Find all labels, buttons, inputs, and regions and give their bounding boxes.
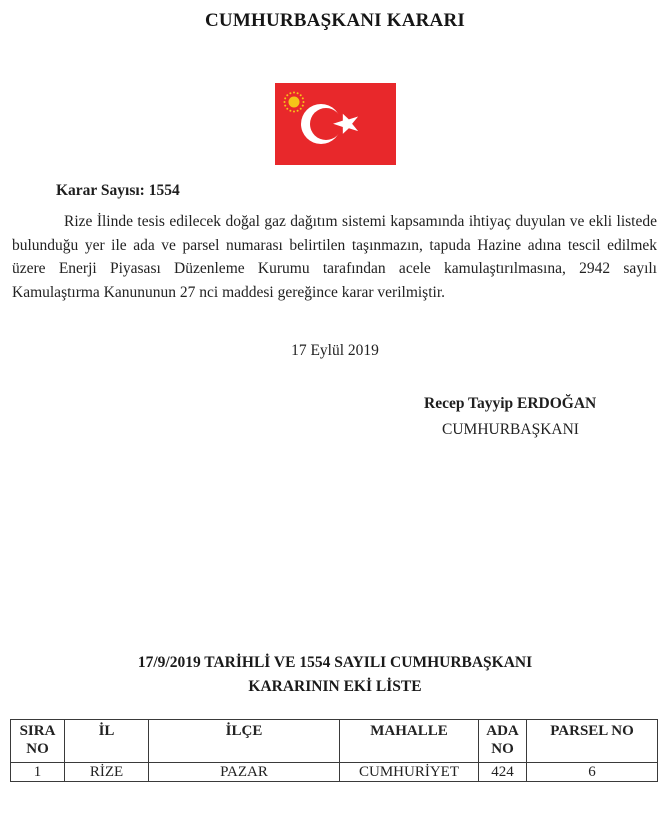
cell-sira-no: 1 [11, 763, 65, 782]
cell-parsel-no: 6 [527, 763, 658, 782]
decision-body-text: Rize İlinde tesis edilecek doğal gaz dağıtım sistemi kapsamında ihtiyaç duyulan ve ekli listede bulunduğu yer ile ada ve parsel numarası belirtilen taşınmazın, tapuda Hazine adına tescil edilmek üzere Enerji Piyasası Düzenleme Kurumu tarafından acele kamulaştırılmasına, 2942 sayılı Kamulaştırma Kanununun 27 nci maddesi gereğince karar verilmiştir. [12, 213, 657, 301]
cell-ada-no: 424 [479, 763, 527, 782]
table-header-row [11, 720, 658, 763]
document-title: CUMHURBAŞKANI KARARI [205, 10, 465, 31]
column-header-mahalle: MAHALLE [340, 720, 479, 763]
cell-il: RİZE [65, 763, 149, 782]
column-header-il: İL [65, 720, 149, 763]
annex-title-line2: KARARININ EKİ LİSTE [248, 678, 422, 695]
cell-mahalle: CUMHURİYET [340, 763, 479, 782]
column-header-parsel-no: PARSEL NO [527, 720, 658, 763]
column-header-ilce: İLÇE [149, 720, 340, 763]
decision-date: 17 Eylül 2019 [291, 342, 379, 359]
cell-ilce: PAZAR [149, 763, 340, 782]
annex-title [0, 651, 670, 699]
annex-table [10, 719, 658, 782]
presidential-flag-icon [275, 83, 396, 165]
decision-number: Karar Sayısı: 1554 [56, 182, 180, 199]
column-header-sira-no: SIRA NO [11, 720, 65, 763]
table-row [11, 763, 658, 782]
signer-title: CUMHURBAŞKANI [442, 421, 579, 438]
annex-title-line1: 17/9/2019 TARİHLİ VE 1554 SAYILI CUMHURBAŞKANI [137, 654, 533, 671]
signer-name: Recep Tayyip ERDOĞAN [424, 395, 597, 412]
column-header-ada-no: ADA NO [479, 720, 527, 763]
